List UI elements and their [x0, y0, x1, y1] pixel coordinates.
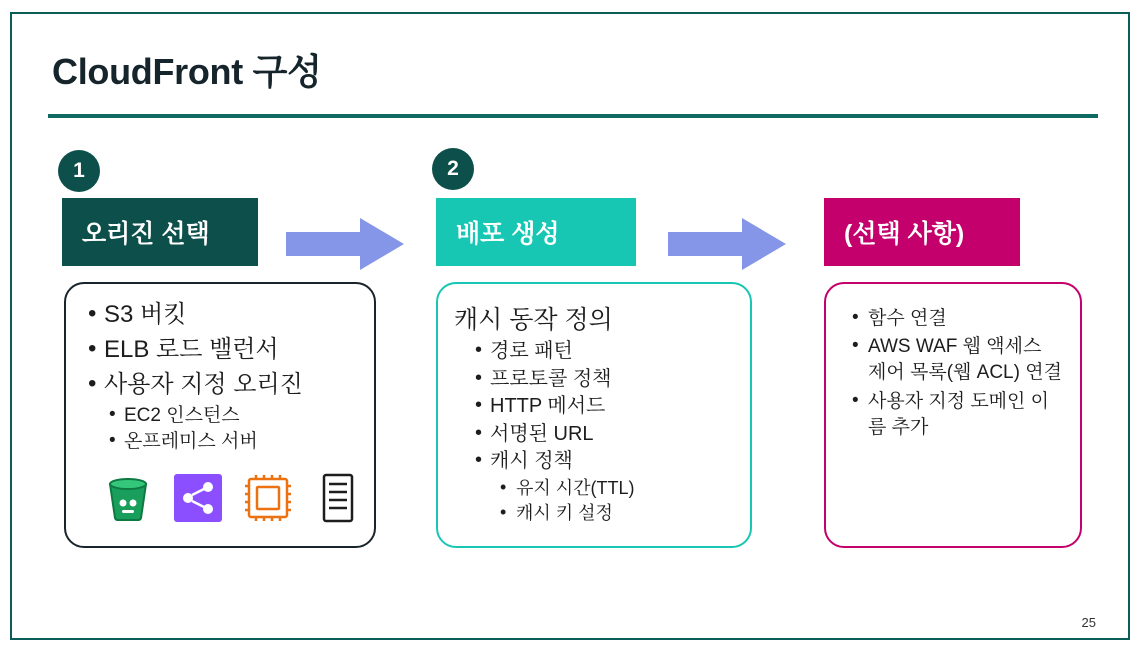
- list-item: • 프로토콜 정책: [490, 366, 734, 394]
- list-item: • 경로 패턴: [490, 338, 734, 366]
- on-premises-server-icon: [310, 470, 366, 526]
- title-underline: [48, 114, 1098, 118]
- list-item: • EC2 인스턴스: [124, 403, 358, 428]
- step-header-2: 배포 생성: [436, 198, 636, 266]
- step-card-2: [436, 282, 752, 548]
- list-item: • HTTP 메서드: [490, 393, 734, 421]
- elb-load-balancer-icon: [170, 470, 226, 526]
- list-item: • 캐시 키 설정: [516, 501, 734, 526]
- ec2-instance-icon: [240, 470, 296, 526]
- list-item: • S3 버킷: [104, 298, 358, 331]
- list-item: • 함수 연결: [868, 306, 1064, 332]
- list-item: • 사용자 지정 도메인 이름 추가: [868, 389, 1064, 441]
- step-header-1: 오리진 선택: [62, 198, 258, 266]
- list-item: • ELB 로드 밸런서: [104, 333, 358, 366]
- arrow-step2-to-step3: [668, 216, 788, 277]
- step-badge-2: 2: [432, 148, 474, 190]
- page-title: CloudFront 구성: [52, 51, 322, 92]
- origin-icons: [100, 470, 366, 526]
- step-badge-1: 1: [58, 150, 100, 192]
- step-header-3: (선택 사항): [824, 198, 1020, 266]
- list-item: • 온프레미스 서버: [124, 429, 358, 454]
- list-item: • 사용자 지정 오리진: [104, 368, 358, 401]
- list-item: • 서명된 URL: [490, 421, 734, 449]
- s3-bucket-icon: [100, 470, 156, 526]
- cache-behavior-heading: 캐시 동작 정의: [454, 306, 613, 334]
- list-item: • 유지 시간(TTL): [516, 476, 734, 501]
- arrow-step1-to-step2: [286, 216, 406, 277]
- list-item: • AWS WAF 웹 액세스 제어 목록(웹 ACL) 연결: [868, 334, 1064, 386]
- page-number: 25: [1081, 615, 1096, 630]
- step-card-3: [824, 282, 1082, 548]
- list-item: • 캐시 정책: [490, 448, 734, 476]
